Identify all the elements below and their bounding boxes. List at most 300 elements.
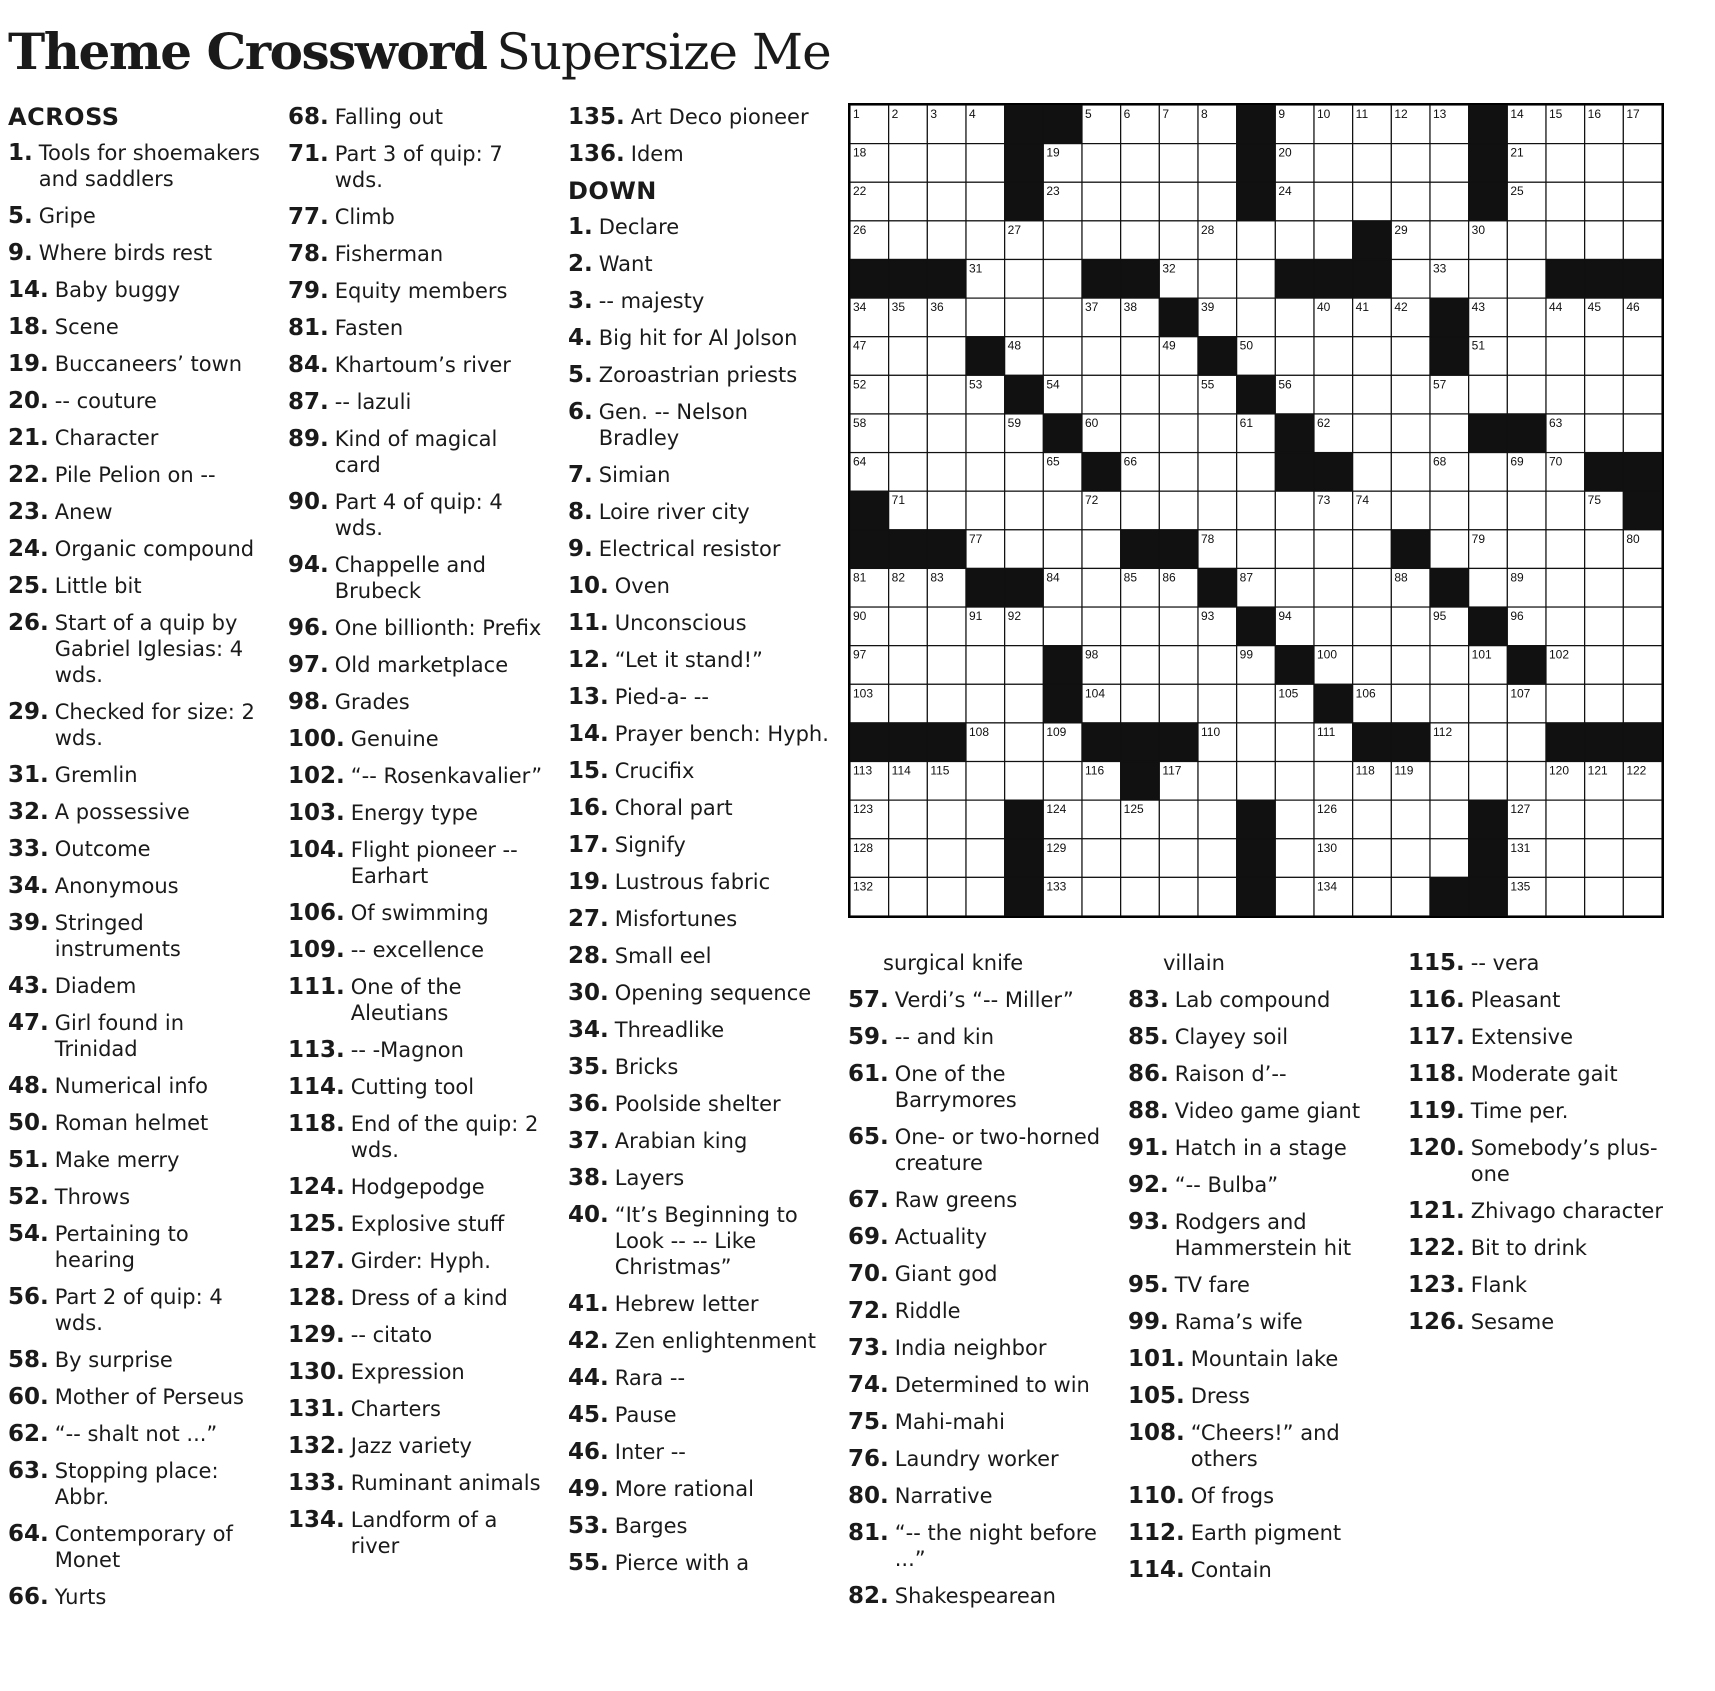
grid-cell[interactable] — [1005, 646, 1044, 685]
grid-cell[interactable] — [1391, 375, 1430, 414]
grid-cell[interactable] — [1005, 684, 1044, 723]
clue-item[interactable] — [568, 1476, 830, 1502]
grid-cell[interactable] — [927, 375, 966, 414]
grid-cell[interactable] — [1430, 646, 1469, 685]
clue-item[interactable] — [1128, 1520, 1390, 1546]
clue-item[interactable] — [8, 314, 266, 340]
grid-cell[interactable] — [1314, 375, 1353, 414]
grid-cell[interactable] — [1585, 414, 1624, 453]
grid-cell[interactable] — [1275, 530, 1314, 569]
grid-cell[interactable] — [927, 182, 966, 221]
grid-cell[interactable] — [1353, 182, 1392, 221]
grid-cell[interactable] — [1391, 877, 1430, 916]
grid-cell[interactable] — [1623, 877, 1662, 916]
clue-item[interactable] — [8, 499, 266, 525]
grid-cell[interactable] — [1159, 491, 1198, 530]
clue-item[interactable] — [288, 426, 546, 478]
clue-item[interactable] — [1128, 1024, 1390, 1050]
clue-item[interactable] — [848, 1187, 1113, 1213]
grid-cell[interactable] — [1585, 530, 1624, 569]
grid-cell[interactable] — [927, 877, 966, 916]
clue-item[interactable] — [568, 832, 830, 858]
grid-cell[interactable] — [1121, 221, 1160, 260]
grid-cell[interactable] — [1469, 375, 1508, 414]
grid-cell[interactable] — [1546, 375, 1585, 414]
clue-item[interactable] — [288, 1433, 546, 1459]
grid-cell[interactable] — [889, 453, 928, 492]
clue-item[interactable] — [568, 325, 830, 351]
clue-item[interactable] — [8, 536, 266, 562]
clue-item[interactable] — [568, 1402, 830, 1428]
grid-cell[interactable] — [1314, 144, 1353, 183]
grid-cell[interactable] — [1353, 607, 1392, 646]
clue-item[interactable] — [568, 288, 830, 314]
clue-item[interactable] — [568, 104, 830, 130]
clue-item[interactable] — [288, 1248, 546, 1274]
grid-cell[interactable] — [1237, 453, 1276, 492]
clue-item[interactable] — [1408, 1024, 1668, 1050]
grid-cell[interactable] — [1430, 530, 1469, 569]
clue-item[interactable] — [288, 1074, 546, 1100]
clue-item[interactable] — [1128, 1098, 1390, 1124]
grid-cell[interactable] — [1121, 839, 1160, 878]
clue-item[interactable] — [568, 1091, 830, 1117]
clue-item[interactable] — [8, 462, 266, 488]
clue-item[interactable] — [568, 980, 830, 1006]
grid-cell[interactable] — [1121, 607, 1160, 646]
grid-cell[interactable] — [1469, 453, 1508, 492]
grid-cell[interactable] — [1198, 259, 1237, 298]
grid-cell[interactable] — [889, 839, 928, 878]
grid-cell[interactable] — [927, 607, 966, 646]
clue-item[interactable] — [1128, 1483, 1390, 1509]
grid-cell[interactable] — [1159, 375, 1198, 414]
grid-cell[interactable] — [889, 337, 928, 376]
clue-item[interactable] — [848, 1124, 1113, 1176]
grid-cell[interactable] — [1159, 453, 1198, 492]
grid-cell[interactable] — [1585, 646, 1624, 685]
grid-cell[interactable] — [1623, 375, 1662, 414]
grid-cell[interactable] — [1043, 298, 1082, 337]
grid-cell[interactable] — [1430, 182, 1469, 221]
clue-item[interactable] — [848, 1483, 1113, 1509]
clue-item[interactable] — [568, 1365, 830, 1391]
clue-item[interactable] — [1128, 1309, 1390, 1335]
grid-cell[interactable] — [966, 877, 1005, 916]
grid-cell[interactable] — [1391, 646, 1430, 685]
clue-item[interactable] — [8, 1347, 266, 1373]
grid-cell[interactable] — [1391, 144, 1430, 183]
grid-cell[interactable] — [1159, 877, 1198, 916]
grid-cell[interactable] — [1121, 375, 1160, 414]
grid-cell[interactable] — [1198, 839, 1237, 878]
clue-item[interactable] — [8, 910, 266, 962]
clue-item[interactable] — [8, 1384, 266, 1410]
grid-cell[interactable] — [1275, 337, 1314, 376]
clue-item[interactable] — [1128, 1135, 1390, 1161]
clue-item[interactable] — [288, 800, 546, 826]
grid-cell[interactable] — [1585, 568, 1624, 607]
grid-cell[interactable] — [966, 491, 1005, 530]
clue-item[interactable] — [848, 1446, 1113, 1472]
grid-cell[interactable] — [1623, 800, 1662, 839]
grid-cell[interactable] — [1043, 337, 1082, 376]
grid-cell[interactable] — [1507, 762, 1546, 801]
grid-cell[interactable] — [1546, 877, 1585, 916]
grid-cell[interactable] — [1546, 182, 1585, 221]
grid-cell[interactable] — [1198, 877, 1237, 916]
clue-item[interactable] — [288, 689, 546, 715]
clue-item[interactable] — [8, 351, 266, 377]
clue-item[interactable] — [1128, 1383, 1390, 1409]
grid-cell[interactable] — [1159, 839, 1198, 878]
grid-cell[interactable] — [1159, 684, 1198, 723]
grid-cell[interactable] — [1275, 800, 1314, 839]
clue-item[interactable] — [1128, 1272, 1390, 1298]
grid-cell[interactable] — [1430, 491, 1469, 530]
clue-item[interactable] — [8, 762, 266, 788]
clue-item[interactable] — [8, 1184, 266, 1210]
grid-cell[interactable] — [1469, 259, 1508, 298]
grid-cell[interactable] — [966, 800, 1005, 839]
clue-item[interactable] — [1408, 1135, 1668, 1187]
grid-cell[interactable] — [1005, 298, 1044, 337]
clue-item[interactable] — [848, 1583, 1113, 1609]
grid-cell[interactable] — [1507, 530, 1546, 569]
clue-item[interactable] — [288, 1507, 546, 1559]
grid-cell[interactable] — [1585, 839, 1624, 878]
grid-cell[interactable] — [1005, 453, 1044, 492]
grid-cell[interactable] — [1546, 607, 1585, 646]
grid-cell[interactable] — [889, 375, 928, 414]
grid-cell[interactable] — [1507, 723, 1546, 762]
clue-item[interactable] — [8, 388, 266, 414]
clue-item[interactable] — [8, 699, 266, 751]
grid-cell[interactable] — [927, 646, 966, 685]
grid-cell[interactable] — [1121, 414, 1160, 453]
grid-cell[interactable] — [1585, 182, 1624, 221]
clue-item[interactable] — [288, 1470, 546, 1496]
clue-item[interactable] — [288, 241, 546, 267]
clue-item[interactable] — [848, 1061, 1113, 1113]
grid-cell[interactable] — [1546, 144, 1585, 183]
clue-item[interactable] — [848, 987, 1113, 1013]
clue-item[interactable] — [1408, 987, 1668, 1013]
clue-item[interactable] — [1408, 1309, 1668, 1335]
clue-item[interactable] — [288, 104, 546, 130]
grid-cell[interactable] — [927, 684, 966, 723]
grid-cell[interactable] — [1159, 800, 1198, 839]
grid-cell[interactable] — [1507, 491, 1546, 530]
clue-item[interactable] — [288, 352, 546, 378]
grid-cell[interactable] — [966, 453, 1005, 492]
clue-item[interactable] — [1408, 950, 1668, 976]
grid-cell[interactable] — [889, 221, 928, 260]
grid-cell[interactable] — [1314, 762, 1353, 801]
grid-cell[interactable] — [1546, 684, 1585, 723]
clue-item[interactable] — [568, 573, 830, 599]
clue-item[interactable] — [8, 277, 266, 303]
clue-item[interactable] — [848, 1261, 1113, 1287]
grid-cell[interactable] — [1082, 839, 1121, 878]
clue-item[interactable] — [848, 1372, 1113, 1398]
grid-cell[interactable] — [1082, 530, 1121, 569]
grid-cell[interactable] — [1237, 530, 1276, 569]
clue-item[interactable] — [288, 974, 546, 1026]
clue-item[interactable] — [1408, 1198, 1668, 1224]
grid-cell[interactable] — [1121, 491, 1160, 530]
clue-item[interactable] — [848, 1520, 1113, 1572]
grid-cell[interactable] — [1623, 839, 1662, 878]
grid-cell[interactable] — [966, 414, 1005, 453]
grid-cell[interactable] — [1391, 453, 1430, 492]
grid-cell[interactable] — [1043, 762, 1082, 801]
grid-cell[interactable] — [927, 144, 966, 183]
grid-cell[interactable] — [1314, 182, 1353, 221]
clue-item[interactable] — [568, 399, 830, 451]
grid-cell[interactable] — [1391, 800, 1430, 839]
grid-cell[interactable] — [1275, 723, 1314, 762]
grid-cell[interactable] — [1121, 182, 1160, 221]
clue-item[interactable] — [568, 462, 830, 488]
clue-item[interactable] — [288, 1111, 546, 1163]
grid-cell[interactable] — [927, 453, 966, 492]
clue-item[interactable] — [568, 499, 830, 525]
grid-cell[interactable] — [1546, 800, 1585, 839]
clue-item[interactable] — [568, 943, 830, 969]
clue-item[interactable] — [568, 1017, 830, 1043]
grid-cell[interactable] — [1043, 491, 1082, 530]
clue-item[interactable] — [568, 647, 830, 673]
grid-cell[interactable] — [1391, 182, 1430, 221]
clue-item[interactable] — [1128, 1420, 1390, 1472]
clue-item[interactable] — [568, 1291, 830, 1317]
clue-item[interactable] — [288, 900, 546, 926]
grid-cell[interactable] — [966, 182, 1005, 221]
clue-item[interactable] — [288, 278, 546, 304]
grid-cell[interactable] — [966, 762, 1005, 801]
grid-cell[interactable] — [1275, 298, 1314, 337]
grid-cell[interactable] — [1546, 337, 1585, 376]
grid-cell[interactable] — [1585, 607, 1624, 646]
clue-item[interactable] — [8, 836, 266, 862]
grid-cell[interactable] — [1430, 762, 1469, 801]
grid-cell[interactable] — [1082, 607, 1121, 646]
grid-cell[interactable] — [1121, 646, 1160, 685]
clue-item[interactable] — [288, 1396, 546, 1422]
grid-cell[interactable] — [1353, 144, 1392, 183]
clue-item[interactable] — [1128, 1061, 1390, 1087]
grid-cell[interactable] — [889, 607, 928, 646]
clue-item[interactable] — [8, 1421, 266, 1447]
grid-cell[interactable] — [1391, 259, 1430, 298]
clue-item[interactable] — [568, 1054, 830, 1080]
clue-item[interactable] — [848, 1298, 1113, 1324]
clue-item[interactable] — [8, 1284, 266, 1336]
grid-cell[interactable] — [1507, 298, 1546, 337]
grid-cell[interactable] — [966, 144, 1005, 183]
grid-cell[interactable] — [1391, 684, 1430, 723]
clue-item[interactable] — [1408, 1235, 1668, 1261]
grid-cell[interactable] — [1430, 414, 1469, 453]
grid-cell[interactable] — [1353, 568, 1392, 607]
clue-item[interactable] — [568, 869, 830, 895]
clue-item[interactable] — [848, 1024, 1113, 1050]
grid-cell[interactable] — [1585, 337, 1624, 376]
grid-cell[interactable] — [889, 182, 928, 221]
grid-cell[interactable] — [927, 221, 966, 260]
clue-item[interactable] — [848, 1335, 1113, 1361]
clue-item[interactable] — [8, 1584, 266, 1610]
grid-cell[interactable] — [1043, 607, 1082, 646]
clue-item[interactable] — [8, 973, 266, 999]
clue-item[interactable] — [8, 1010, 266, 1062]
grid-cell[interactable] — [1546, 221, 1585, 260]
grid-cell[interactable] — [1585, 877, 1624, 916]
clue-item[interactable] — [288, 615, 546, 641]
grid-cell[interactable] — [1623, 414, 1662, 453]
grid-cell[interactable] — [1198, 144, 1237, 183]
grid-cell[interactable] — [1005, 723, 1044, 762]
grid-cell[interactable] — [1623, 607, 1662, 646]
grid-cell[interactable] — [1159, 607, 1198, 646]
grid-cell[interactable] — [1005, 259, 1044, 298]
grid-cell[interactable] — [1159, 221, 1198, 260]
clue-item[interactable] — [8, 873, 266, 899]
clue-item[interactable] — [1128, 1346, 1390, 1372]
clue-item[interactable] — [568, 1128, 830, 1154]
clue-item[interactable] — [8, 573, 266, 599]
clue-item[interactable] — [288, 1174, 546, 1200]
clue-item[interactable] — [288, 937, 546, 963]
grid-cell[interactable] — [1082, 375, 1121, 414]
clue-item[interactable] — [568, 906, 830, 932]
grid-cell[interactable] — [1043, 221, 1082, 260]
grid-cell[interactable] — [1005, 530, 1044, 569]
grid-cell[interactable] — [1082, 221, 1121, 260]
clue-item[interactable] — [1128, 1172, 1390, 1198]
clue-item[interactable] — [288, 726, 546, 752]
grid-cell[interactable] — [1275, 221, 1314, 260]
grid-cell[interactable] — [1623, 221, 1662, 260]
grid-cell[interactable] — [1159, 414, 1198, 453]
clue-item[interactable] — [568, 251, 830, 277]
grid-cell[interactable] — [1430, 839, 1469, 878]
grid-cell[interactable] — [1082, 144, 1121, 183]
clue-item[interactable] — [288, 552, 546, 604]
grid-cell[interactable] — [1275, 491, 1314, 530]
grid-cell[interactable] — [1546, 568, 1585, 607]
grid-cell[interactable] — [1237, 221, 1276, 260]
grid-cell[interactable] — [1314, 337, 1353, 376]
grid-cell[interactable] — [1237, 298, 1276, 337]
clue-item[interactable] — [848, 1224, 1113, 1250]
grid-cell[interactable] — [1391, 337, 1430, 376]
grid-cell[interactable] — [1198, 684, 1237, 723]
clue-item[interactable] — [8, 1147, 266, 1173]
clue-item[interactable] — [288, 1285, 546, 1311]
grid-cell[interactable] — [1314, 221, 1353, 260]
clue-item[interactable] — [288, 141, 546, 193]
grid-cell[interactable] — [1353, 337, 1392, 376]
grid-cell[interactable] — [1198, 453, 1237, 492]
clue-item[interactable] — [8, 1221, 266, 1273]
grid-cell[interactable] — [889, 800, 928, 839]
clue-item[interactable] — [568, 1550, 830, 1576]
grid-cell[interactable] — [1507, 221, 1546, 260]
grid-cell[interactable] — [1391, 607, 1430, 646]
grid-cell[interactable] — [1043, 530, 1082, 569]
clue-item[interactable] — [288, 652, 546, 678]
grid-cell[interactable] — [1507, 375, 1546, 414]
clue-item[interactable] — [8, 610, 266, 688]
grid-cell[interactable] — [1275, 839, 1314, 878]
grid-cell[interactable] — [1353, 414, 1392, 453]
clue-item[interactable] — [568, 1165, 830, 1191]
grid-cell[interactable] — [1469, 684, 1508, 723]
grid-cell[interactable] — [1237, 684, 1276, 723]
grid-cell[interactable] — [1430, 144, 1469, 183]
clue-item[interactable] — [568, 1439, 830, 1465]
grid-cell[interactable] — [1546, 530, 1585, 569]
clue-item[interactable] — [568, 1202, 830, 1280]
grid-cell[interactable] — [1198, 762, 1237, 801]
clue-item[interactable] — [1408, 1061, 1668, 1087]
grid-cell[interactable] — [966, 646, 1005, 685]
grid-cell[interactable] — [1353, 375, 1392, 414]
clue-item[interactable] — [568, 362, 830, 388]
grid-cell[interactable] — [1198, 414, 1237, 453]
grid-cell[interactable] — [1623, 684, 1662, 723]
grid-cell[interactable] — [927, 337, 966, 376]
clue-item[interactable] — [288, 837, 546, 889]
grid-cell[interactable] — [1005, 762, 1044, 801]
grid-cell[interactable] — [927, 839, 966, 878]
grid-cell[interactable] — [966, 298, 1005, 337]
grid-cell[interactable] — [1082, 337, 1121, 376]
clue-item[interactable] — [288, 1211, 546, 1237]
clue-item[interactable] — [568, 536, 830, 562]
grid-cell[interactable] — [889, 877, 928, 916]
grid-cell[interactable] — [1121, 684, 1160, 723]
grid-cell[interactable] — [1353, 839, 1392, 878]
grid-cell[interactable] — [1043, 259, 1082, 298]
clue-item[interactable] — [288, 763, 546, 789]
grid-cell[interactable] — [1314, 530, 1353, 569]
grid-cell[interactable] — [1353, 646, 1392, 685]
grid-cell[interactable] — [1391, 839, 1430, 878]
grid-cell[interactable] — [1237, 259, 1276, 298]
clue-item[interactable] — [568, 721, 830, 747]
grid-cell[interactable] — [1623, 182, 1662, 221]
grid-cell[interactable] — [1121, 337, 1160, 376]
grid-cell[interactable] — [1546, 839, 1585, 878]
grid-cell[interactable] — [1430, 221, 1469, 260]
clue-item[interactable] — [1128, 987, 1390, 1013]
clue-item[interactable] — [288, 489, 546, 541]
grid-cell[interactable] — [1082, 877, 1121, 916]
grid-cell[interactable] — [927, 414, 966, 453]
grid-cell[interactable] — [1469, 723, 1508, 762]
grid-cell[interactable] — [1314, 607, 1353, 646]
grid-cell[interactable] — [966, 684, 1005, 723]
clue-item[interactable] — [8, 1073, 266, 1099]
grid-cell[interactable] — [889, 144, 928, 183]
clue-item[interactable] — [568, 1328, 830, 1354]
grid-cell[interactable] — [1121, 877, 1160, 916]
grid-cell[interactable] — [966, 839, 1005, 878]
grid-cell[interactable] — [1469, 762, 1508, 801]
